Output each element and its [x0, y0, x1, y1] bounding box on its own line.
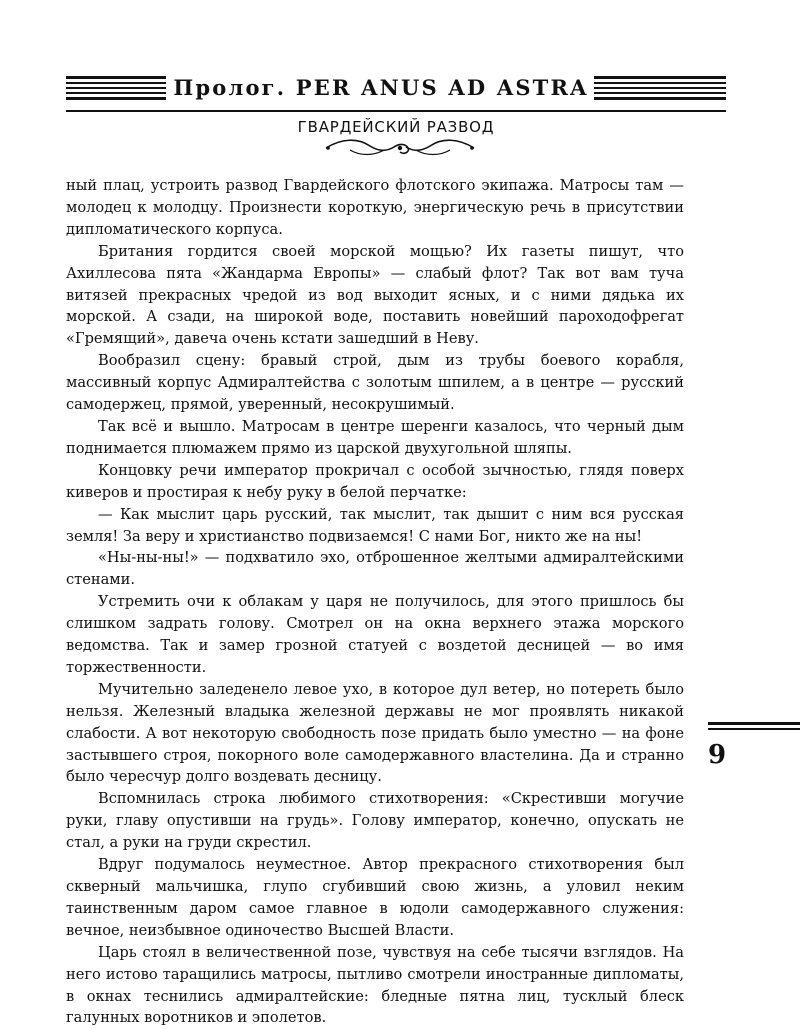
running-head-title: Пролог. PER ANUS AD ASTRA — [173, 75, 589, 100]
page-number: 9 — [708, 740, 727, 770]
paragraph-5: Концовку речи император прокричал с особой зычностью, глядя поверх киверов и простирая к небу руку в белой перчатке: — [66, 461, 684, 501]
flourish-ornament-icon — [320, 136, 480, 160]
paragraph-1: ный плац, устроить развод Гвардейского флотского экипажа. Матросы там — молодец к молодцу. Произнести короткую, энергическую речь в присутствии дипломатического корпуса. — [66, 177, 684, 238]
header-rule — [66, 110, 726, 112]
paragraph-3: Вообразил сцену: бравый строй, дым из трубы боевого корабля, массивный корпус Адмиралтейства с золотым шпилем, а в центре — русский самодержец, прямой, уверенный, несокрушимый. — [66, 352, 684, 414]
paragraph-12: Царь стоял в величественной позе, чувствуя на себе тысячи взглядов. На него истово таращились матросы, пытливо смотрели иностранные дипломаты, в окнах теснились адмиралтейские: бледные пятна лиц, тусклый блеск галунных воротников и эполетов. — [66, 943, 684, 1027]
folio-tab-rule-top — [708, 722, 800, 725]
body-text — [66, 175, 684, 1029]
running-head-rule-left — [66, 76, 166, 102]
paragraph-9: Мучительно заледенело левое ухо, в которое дул ветер, но потереть было нельзя. Железный владыка железной державы не мог проявлять никакой слабости. А вот некоторую свободность позе придать было уместно — на фоне застывшего строя, покорного воле самодержавного властелина. Да и странно было чересчур долго воздевать десницу. — [66, 680, 684, 786]
section-title: ГВАРДЕЙСКИЙ РАЗВОД — [297, 118, 495, 136]
running-head — [66, 72, 726, 104]
paragraph-6: — Как мыслит царь русский, так мыслит, так дышит с ним вся русская земля! За веру и христианство подвизаемся! С нами Бог, никто же на ны! — [66, 505, 684, 545]
paragraph-10: Вспомнилась строка любимого стихотворения: «Скрестивши могучие руки, главу опустивши на грудь». Голову император, конечно, опускать не стал, а руки на груди скрестил. — [66, 790, 684, 852]
running-head-rule-right — [594, 76, 726, 102]
paragraph-2: Британия гордится своей морской мощью? Их газеты пишут, что Ахиллесова пята «Жандарма Европы» — слабый флот? Так вот вам туча витязей прекрасных чредой из вод выходит ясных, и с ними дядька их морской. А сзади, на широкой воде, поставить новейший пароходофрегат «Гремящий», давеча очень кстати зашедший в Неву. — [66, 242, 684, 348]
folio-tab-rule-bottom — [708, 728, 800, 730]
paragraph-11: Вдруг подумалось неуместное. Автор прекрасного стихотворения был скверный мальчишка, глупо сгубивший свою жизнь, а уловил неким таинственным даром самое главное в юдоли самодержавного служения: вечное, неизбывное одиночество Высшей Власти. — [66, 856, 684, 939]
paragraph-8: Устремить очи к облакам у царя не получилось, для этого пришлось бы слишком задрать голову. Смотрел он на окна верхнего этажа морского ведомства. Так и замер грозной статуей с воздетой десницей — во имя торжественности. — [66, 593, 684, 676]
paragraph-7: «Ны-ны-ны!» — подхватило эхо, отброшенное желтыми адмиралтейскими стенами. — [66, 549, 684, 589]
paragraph-4: Так всё и вышло. Матросам в центре шеренги казалось, что черный дым поднимается плюмажем прямо из царской двухугольной шляпы. — [66, 417, 684, 457]
